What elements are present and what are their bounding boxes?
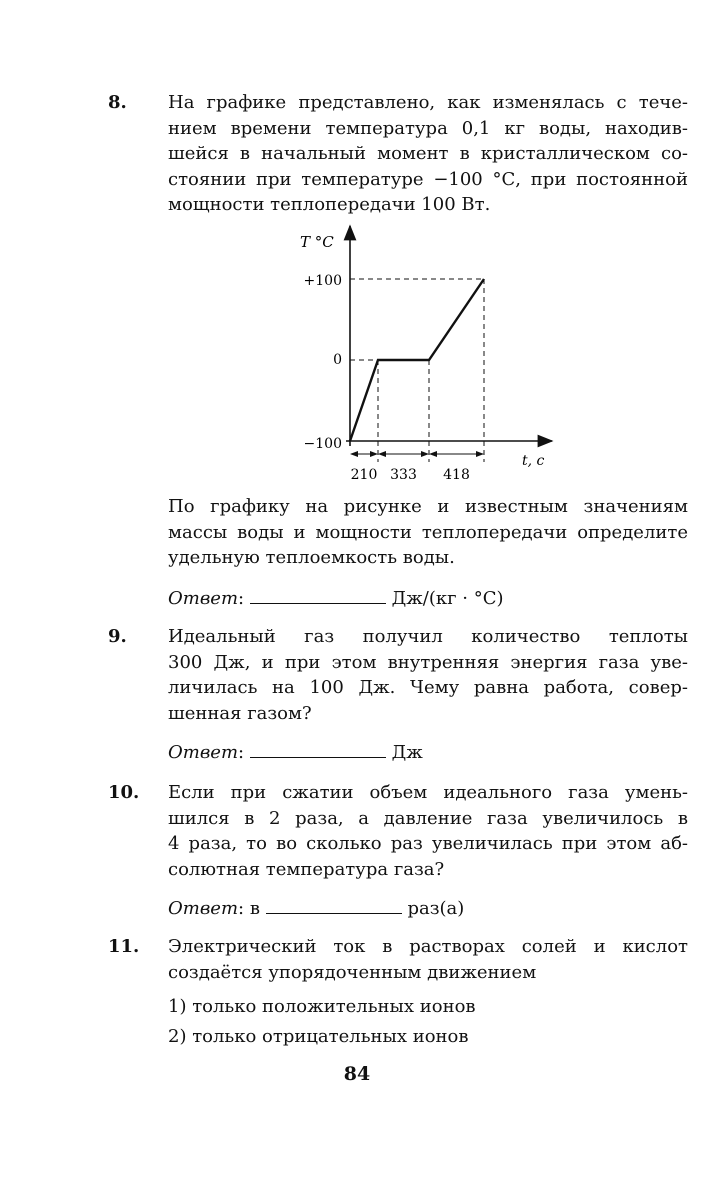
temperature-time-graph xyxy=(290,222,570,490)
answer-line-q9: Ответ: Дж xyxy=(168,742,423,763)
answer-option-2[interactable]: 2) только отрицательных ионов xyxy=(168,1026,469,1047)
interval-label: 418 xyxy=(443,467,470,483)
text-line: создаётся упорядоченным движением xyxy=(168,961,537,983)
x-axis-label: t, c xyxy=(522,453,545,469)
y-axis-label: T °C xyxy=(300,233,334,251)
text-line: шейся в начальный момент в кристаллическом со- xyxy=(168,143,688,164)
y-tick-label: −100 xyxy=(303,436,342,452)
text-line: массы воды и мощности теплопередачи определите xyxy=(168,521,688,543)
text-line: 300 Дж, и при этом внутренняя энергия газа уве- xyxy=(168,651,688,673)
y-tick-label: 0 xyxy=(333,352,342,368)
answer-prefix: в xyxy=(249,898,260,919)
text-line: Если при сжатии объем идеального газа умень- xyxy=(168,782,688,803)
question-11-text xyxy=(168,934,688,985)
question-10-number: 10. xyxy=(108,782,140,803)
answer-label: Ответ xyxy=(168,742,239,763)
answer-blank[interactable] xyxy=(250,743,386,758)
page-number: 84 xyxy=(343,1063,371,1085)
text-line: Идеальный газ получил количество теплоты xyxy=(168,626,688,647)
text-line: Электрический ток в растворах солей и кислот xyxy=(168,936,688,957)
answer-line-q8: Ответ: Дж/(кг · °С) xyxy=(168,588,504,609)
answer-unit: Дж xyxy=(391,742,423,763)
text-line: На графике представлено, как изменялась с тече- xyxy=(168,92,688,113)
question-8-number: 8. xyxy=(108,92,127,113)
interval-label: 333 xyxy=(390,467,417,483)
text-line: солютная температура газа? xyxy=(168,858,445,880)
question-8-text-after xyxy=(168,494,688,571)
text-line: стоянии при температуре −100 °С, при постоянной xyxy=(168,168,688,190)
interval-label: 210 xyxy=(350,467,378,483)
text-line: По графику на рисунке и известным значениям xyxy=(168,496,688,517)
text-line: шенная газом? xyxy=(168,702,312,724)
text-line: личилась на 100 Дж. Чему равна работа, совер- xyxy=(168,677,688,698)
answer-label: Ответ xyxy=(168,588,239,609)
text-line: удельную теплоемкость воды. xyxy=(168,547,455,568)
text-line: мощности теплопередачи 100 Вт. xyxy=(168,194,491,215)
text-line: шился в 2 раза, а давление газа увеличилось в xyxy=(168,807,688,829)
question-9-text xyxy=(168,624,688,726)
question-10-text xyxy=(168,780,688,882)
answer-line-q10: Ответ: в раз(а) xyxy=(168,898,465,919)
question-8-text xyxy=(168,90,688,218)
question-9-number: 9. xyxy=(108,626,127,647)
text-line: 4 раза, то во сколько раз увеличилась при этом аб- xyxy=(168,833,688,854)
question-11-number: 11. xyxy=(108,936,140,957)
answer-unit: Дж/(кг · °С) xyxy=(391,588,504,609)
answer-blank[interactable] xyxy=(266,899,402,914)
answer-option-1[interactable]: 1) только положительных ионов xyxy=(168,996,476,1017)
answer-label: Ответ xyxy=(168,898,239,919)
y-tick-label: +100 xyxy=(303,273,342,289)
text-line: нием времени температура 0,1 кг воды, находив- xyxy=(168,117,688,139)
answer-unit: раз(а) xyxy=(407,898,465,919)
answer-blank[interactable] xyxy=(250,589,386,604)
